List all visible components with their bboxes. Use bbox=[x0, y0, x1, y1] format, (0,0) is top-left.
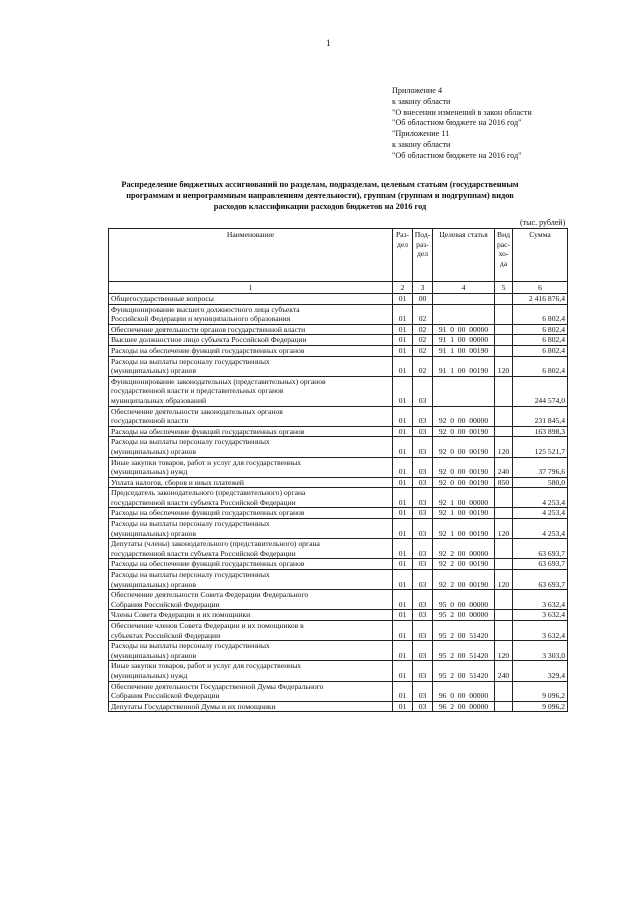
cell-razdel: 01 bbox=[393, 426, 413, 437]
cell-name-line: Высшее должностное лицо субъекта Российской Федерации bbox=[111, 335, 307, 345]
cell-podrazdel: 00 bbox=[413, 294, 433, 305]
appendix-line: Приложение 4 bbox=[392, 86, 443, 95]
column-number: 5 bbox=[495, 282, 513, 294]
header-line: раз- bbox=[416, 239, 429, 249]
cell-summa: 244 574,0 bbox=[513, 376, 568, 406]
cell-podrazdel: 03 bbox=[413, 376, 433, 406]
cell-summa: 3 632,4 bbox=[513, 590, 568, 610]
cell-name-line: (муниципальных) органов bbox=[111, 366, 197, 376]
cell-name-line: государственной власти субъекта Российской Федерации bbox=[111, 497, 296, 507]
header-line: дел bbox=[396, 239, 409, 249]
cell-celevaya-statya: 95 2 00 51420 bbox=[433, 641, 495, 661]
cell-name-line: Функционирование законодательных (представительных) органов bbox=[111, 376, 326, 386]
header-line: да bbox=[499, 258, 508, 268]
cell-summa: 3 303,0 bbox=[513, 641, 568, 661]
cell-razdel: 01 bbox=[393, 559, 413, 570]
cell-summa: 4 253,4 bbox=[513, 488, 568, 508]
column-numbers-row bbox=[109, 282, 568, 294]
cell-name-line: (муниципальных) органов bbox=[111, 528, 197, 538]
cell-name bbox=[109, 570, 393, 590]
cell-name-line: (муниципальных) органов bbox=[111, 650, 197, 660]
header-line: Вид bbox=[497, 230, 510, 239]
appendix-header bbox=[392, 86, 632, 162]
cell-name bbox=[109, 610, 393, 621]
cell-name bbox=[109, 345, 393, 356]
cell-vid-rashoda bbox=[495, 701, 513, 712]
cell-celevaya-statya: 92 0 00 00190 bbox=[433, 437, 495, 457]
cell-celevaya-statya: 91 1 00 00190 bbox=[433, 345, 495, 356]
cell-name-line: Иные закупки товаров, работ и услуг для государственных bbox=[111, 661, 302, 671]
cell-name bbox=[109, 559, 393, 570]
cell-name-line: муниципальных образований bbox=[111, 395, 207, 405]
table-row bbox=[109, 488, 568, 508]
table-row bbox=[109, 294, 568, 305]
table-row bbox=[109, 426, 568, 437]
cell-podrazdel: 02 bbox=[413, 304, 433, 324]
cell-name bbox=[109, 376, 393, 406]
header-summa: Сумма bbox=[513, 229, 568, 282]
cell-name bbox=[109, 304, 393, 324]
table-row bbox=[109, 590, 568, 610]
table-row bbox=[109, 335, 568, 346]
table-row bbox=[109, 457, 568, 477]
cell-podrazdel: 03 bbox=[413, 508, 433, 519]
cell-summa: 580,0 bbox=[513, 477, 568, 488]
cell-name-line: государственной власти субъекта Российской Федерации bbox=[111, 548, 296, 558]
table-row bbox=[109, 477, 568, 488]
cell-vid-rashoda: 120 bbox=[495, 570, 513, 590]
header-line: дел bbox=[416, 249, 429, 259]
cell-razdel: 01 bbox=[393, 477, 413, 488]
table-row bbox=[109, 559, 568, 570]
cell-celevaya-statya: 92 0 00 00190 bbox=[433, 426, 495, 437]
cell-celevaya-statya: 96 0 00 00000 bbox=[433, 681, 495, 701]
cell-razdel: 01 bbox=[393, 701, 413, 712]
cell-razdel: 01 bbox=[393, 610, 413, 621]
cell-summa: 4 253,4 bbox=[513, 519, 568, 539]
cell-vid-rashoda: 120 bbox=[495, 437, 513, 457]
appendix-line: к закону области bbox=[392, 96, 451, 106]
cell-name-line: Функционирование высшего должностного лица субъекта bbox=[111, 304, 300, 314]
cell-podrazdel: 03 bbox=[413, 477, 433, 488]
cell-summa: 6 802,4 bbox=[513, 335, 568, 346]
table-row bbox=[109, 539, 568, 559]
cell-razdel: 01 bbox=[393, 335, 413, 346]
header-name: Наименование bbox=[109, 229, 393, 282]
cell-celevaya-statya: 92 2 00 00190 bbox=[433, 570, 495, 590]
cell-name bbox=[109, 294, 393, 305]
cell-summa: 231 845,4 bbox=[513, 406, 568, 426]
table-row bbox=[109, 610, 568, 621]
cell-celevaya-statya bbox=[433, 294, 495, 305]
cell-vid-rashoda bbox=[495, 426, 513, 437]
cell-celevaya-statya: 95 2 00 51420 bbox=[433, 661, 495, 681]
table-row bbox=[109, 681, 568, 701]
cell-vid-rashoda bbox=[495, 294, 513, 305]
table-row bbox=[109, 437, 568, 457]
table-row bbox=[109, 324, 568, 335]
cell-name-line: Председатель законодательного (представительного) органа bbox=[111, 488, 306, 498]
cell-podrazdel: 03 bbox=[413, 457, 433, 477]
table-header-row bbox=[109, 229, 568, 282]
cell-name-line: Депутаты (члены) законодательного (представительного) органа bbox=[111, 539, 320, 549]
cell-celevaya-statya: 92 0 00 00190 bbox=[433, 477, 495, 488]
cell-podrazdel: 02 bbox=[413, 356, 433, 376]
cell-razdel: 01 bbox=[393, 621, 413, 641]
header-vid-rashoda bbox=[495, 229, 513, 282]
cell-vid-rashoda: 120 bbox=[495, 519, 513, 539]
cell-summa: 163 898,3 bbox=[513, 426, 568, 437]
cell-summa: 3 632,4 bbox=[513, 621, 568, 641]
cell-celevaya-statya: 95 2 00 00000 bbox=[433, 610, 495, 621]
table-row bbox=[109, 641, 568, 661]
cell-name bbox=[109, 590, 393, 610]
cell-vid-rashoda bbox=[495, 335, 513, 346]
cell-celevaya-statya: 91 0 00 00000 bbox=[433, 324, 495, 335]
cell-vid-rashoda bbox=[495, 406, 513, 426]
cell-celevaya-statya: 91 1 00 00000 bbox=[433, 335, 495, 346]
cell-celevaya-statya: 95 2 00 51420 bbox=[433, 621, 495, 641]
cell-name bbox=[109, 477, 393, 488]
cell-name-line: Расходы на обеспечение функций государственных органов bbox=[111, 426, 305, 436]
cell-name bbox=[109, 508, 393, 519]
cell-name-line: Обеспечение деятельности Государственной Думы Федерального bbox=[111, 681, 324, 691]
cell-razdel: 01 bbox=[393, 681, 413, 701]
cell-name bbox=[109, 457, 393, 477]
cell-podrazdel: 03 bbox=[413, 661, 433, 681]
cell-vid-rashoda bbox=[495, 559, 513, 570]
budget-table bbox=[108, 228, 568, 712]
cell-razdel: 01 bbox=[393, 508, 413, 519]
cell-vid-rashoda: 240 bbox=[495, 457, 513, 477]
table-row bbox=[109, 570, 568, 590]
cell-name-line: Расходы на обеспечение функций государственных органов bbox=[111, 508, 305, 518]
cell-name-line: Обеспечение членов Совета Федерации и их помощников в bbox=[111, 621, 304, 630]
table-row bbox=[109, 406, 568, 426]
cell-vid-rashoda: 850 bbox=[495, 477, 513, 488]
cell-vid-rashoda: 240 bbox=[495, 661, 513, 681]
cell-podrazdel: 03 bbox=[413, 590, 433, 610]
cell-summa: 6 802,4 bbox=[513, 345, 568, 356]
table-row bbox=[109, 519, 568, 539]
cell-name bbox=[109, 661, 393, 681]
cell-name-line: Собрания Российской Федерации bbox=[111, 691, 220, 701]
cell-summa: 329,4 bbox=[513, 661, 568, 681]
cell-razdel: 01 bbox=[393, 437, 413, 457]
cell-podrazdel: 03 bbox=[413, 681, 433, 701]
cell-razdel: 01 bbox=[393, 488, 413, 508]
cell-razdel: 01 bbox=[393, 590, 413, 610]
cell-vid-rashoda: 120 bbox=[495, 356, 513, 376]
cell-name bbox=[109, 681, 393, 701]
cell-summa: 4 253,4 bbox=[513, 508, 568, 519]
cell-razdel: 01 bbox=[393, 406, 413, 426]
cell-name-line: Члены Совета Федерации и их помощники bbox=[111, 610, 251, 620]
cell-razdel: 01 bbox=[393, 661, 413, 681]
cell-podrazdel: 03 bbox=[413, 701, 433, 712]
cell-vid-rashoda bbox=[495, 376, 513, 406]
cell-name-line: Расходы на выплаты персоналу государственных bbox=[111, 356, 270, 366]
cell-name bbox=[109, 426, 393, 437]
cell-summa: 3 632,4 bbox=[513, 610, 568, 621]
cell-razdel: 01 bbox=[393, 294, 413, 305]
cell-name bbox=[109, 335, 393, 346]
cell-name bbox=[109, 701, 393, 712]
cell-celevaya-statya: 95 0 00 00000 bbox=[433, 590, 495, 610]
cell-podrazdel: 03 bbox=[413, 559, 433, 570]
cell-podrazdel: 03 bbox=[413, 641, 433, 661]
cell-vid-rashoda bbox=[495, 610, 513, 621]
cell-vid-rashoda bbox=[495, 508, 513, 519]
header-podrazdel bbox=[413, 229, 433, 282]
cell-name bbox=[109, 437, 393, 457]
cell-podrazdel: 03 bbox=[413, 539, 433, 559]
table-row bbox=[109, 661, 568, 681]
column-number: 3 bbox=[413, 282, 433, 294]
cell-razdel: 01 bbox=[393, 457, 413, 477]
cell-vid-rashoda bbox=[495, 590, 513, 610]
cell-name-line: Собрания Российской Федерации bbox=[111, 599, 220, 609]
cell-razdel: 01 bbox=[393, 304, 413, 324]
cell-celevaya-statya: 96 2 00 00000 bbox=[433, 701, 495, 712]
cell-podrazdel: 03 bbox=[413, 519, 433, 539]
cell-vid-rashoda bbox=[495, 324, 513, 335]
column-number: 6 bbox=[513, 282, 568, 294]
cell-summa: 125 521,7 bbox=[513, 437, 568, 457]
cell-vid-rashoda: 120 bbox=[495, 641, 513, 661]
appendix-line: "Об областном бюджете на 2016 год" bbox=[392, 118, 522, 128]
cell-summa: 63 693,7 bbox=[513, 570, 568, 590]
cell-name-line: Обеспечение деятельности Совета Федерации Федерального bbox=[111, 590, 309, 600]
appendix-line: "Об областном бюджете на 2016 год" bbox=[392, 150, 522, 160]
cell-celevaya-statya: 92 0 00 00000 bbox=[433, 406, 495, 426]
cell-name bbox=[109, 356, 393, 376]
cell-name-line: Обеспечение деятельности законодательных органов bbox=[111, 406, 283, 416]
cell-name-line: Расходы на обеспечение функций государственных органов bbox=[111, 559, 305, 569]
cell-celevaya-statya bbox=[433, 376, 495, 406]
units-label: (тыс. рублей) bbox=[520, 218, 566, 227]
cell-celevaya-statya: 92 1 00 00190 bbox=[433, 519, 495, 539]
header-line: Под- bbox=[414, 230, 431, 239]
cell-razdel: 01 bbox=[393, 519, 413, 539]
cell-name bbox=[109, 641, 393, 661]
cell-razdel: 01 bbox=[393, 324, 413, 335]
cell-razdel: 01 bbox=[393, 570, 413, 590]
cell-summa: 63 693,7 bbox=[513, 559, 568, 570]
cell-name-line: Расходы на обеспечение функций государственных органов bbox=[111, 345, 305, 355]
cell-celevaya-statya: 92 0 00 00190 bbox=[433, 457, 495, 477]
column-number: 2 bbox=[393, 282, 413, 294]
cell-name bbox=[109, 519, 393, 539]
cell-name-line: субъектах Российской Федерации bbox=[111, 630, 221, 640]
cell-podrazdel: 03 bbox=[413, 437, 433, 457]
cell-name-line: Российской Федерации и муниципального образования bbox=[111, 314, 291, 324]
table-row bbox=[109, 304, 568, 324]
cell-summa: 9 096,2 bbox=[513, 701, 568, 712]
document-title: Распределение бюджетных ассигнований по разделам, подразделам, целевым статьям (государственным программам и непрограммным направлениям деятельности), группам (группам и подгруппам) видов расходов классификации расходов бюджетов на 2016 год bbox=[121, 180, 519, 211]
table-row bbox=[109, 701, 568, 712]
appendix-line: "О внесении изменений в закон области bbox=[392, 107, 532, 117]
table-row bbox=[109, 508, 568, 519]
table-row bbox=[109, 345, 568, 356]
cell-podrazdel: 03 bbox=[413, 610, 433, 621]
cell-vid-rashoda bbox=[495, 539, 513, 559]
cell-name-line: Расходы на выплаты персоналу государственных bbox=[111, 437, 270, 447]
cell-name bbox=[109, 488, 393, 508]
cell-celevaya-statya bbox=[433, 304, 495, 324]
cell-name bbox=[109, 621, 393, 641]
cell-celevaya-statya: 92 1 00 00190 bbox=[433, 508, 495, 519]
appendix-line: к закону области bbox=[392, 139, 451, 149]
cell-podrazdel: 03 bbox=[413, 488, 433, 508]
cell-summa: 2 416 876,4 bbox=[513, 294, 568, 305]
cell-celevaya-statya: 92 2 00 00190 bbox=[433, 559, 495, 570]
cell-podrazdel: 03 bbox=[413, 406, 433, 426]
cell-vid-rashoda bbox=[495, 345, 513, 356]
cell-vid-rashoda bbox=[495, 488, 513, 508]
cell-celevaya-statya: 91 1 00 00190 bbox=[433, 356, 495, 376]
cell-name-line: (муниципальных) нужд bbox=[111, 467, 188, 477]
header-celevaya-statya: Целевая статья bbox=[433, 229, 495, 282]
column-number: 4 bbox=[433, 282, 495, 294]
cell-summa: 63 693,7 bbox=[513, 539, 568, 559]
header-line: рас- bbox=[496, 239, 511, 249]
cell-name-line: Расходы на выплаты персоналу государственных bbox=[111, 519, 270, 529]
cell-podrazdel: 02 bbox=[413, 335, 433, 346]
cell-razdel: 01 bbox=[393, 376, 413, 406]
cell-name-line: (муниципальных) органов bbox=[111, 579, 197, 589]
cell-summa: 6 802,4 bbox=[513, 324, 568, 335]
cell-celevaya-statya: 92 2 00 00000 bbox=[433, 539, 495, 559]
cell-name-line: Общегосударственные вопросы bbox=[111, 294, 214, 303]
column-number: 1 bbox=[109, 282, 393, 294]
cell-name-line: Расходы на выплаты персоналу государственных bbox=[111, 641, 270, 651]
cell-podrazdel: 03 bbox=[413, 621, 433, 641]
cell-name-line: Расходы на выплаты персоналу государственных bbox=[111, 570, 270, 580]
cell-summa: 37 796,6 bbox=[513, 457, 568, 477]
cell-vid-rashoda bbox=[495, 681, 513, 701]
cell-summa: 6 802,4 bbox=[513, 356, 568, 376]
cell-name-line: (муниципальных) нужд bbox=[111, 670, 188, 680]
cell-summa: 9 096,2 bbox=[513, 681, 568, 701]
table-row bbox=[109, 356, 568, 376]
cell-podrazdel: 03 bbox=[413, 570, 433, 590]
cell-summa: 6 802,4 bbox=[513, 304, 568, 324]
table-row bbox=[109, 621, 568, 641]
cell-name-line: государственной власти bbox=[111, 416, 189, 426]
header-line: Раз- bbox=[395, 230, 410, 239]
cell-celevaya-statya: 92 1 00 00000 bbox=[433, 488, 495, 508]
cell-vid-rashoda bbox=[495, 304, 513, 324]
cell-razdel: 01 bbox=[393, 539, 413, 559]
table-row bbox=[109, 376, 568, 406]
cell-name bbox=[109, 406, 393, 426]
cell-vid-rashoda bbox=[495, 621, 513, 641]
cell-razdel: 01 bbox=[393, 641, 413, 661]
cell-razdel: 01 bbox=[393, 345, 413, 356]
cell-razdel: 01 bbox=[393, 356, 413, 376]
cell-name-line: государственной власти и представительных органов bbox=[111, 386, 284, 396]
cell-name bbox=[109, 324, 393, 335]
cell-name-line: Иные закупки товаров, работ и услуг для государственных bbox=[111, 457, 302, 467]
cell-name-line: Депутаты Государственной Думы и их помощники bbox=[111, 701, 276, 711]
cell-name-line: Обеспечение деятельности органов государственной власти bbox=[111, 324, 306, 334]
header-line: хо- bbox=[498, 249, 509, 259]
header-razdel bbox=[393, 229, 413, 282]
cell-name-line: (муниципальных) органов bbox=[111, 446, 197, 456]
cell-name bbox=[109, 539, 393, 559]
cell-podrazdel: 02 bbox=[413, 324, 433, 335]
appendix-line: "Приложение 11 bbox=[392, 129, 450, 139]
page-number: 1 bbox=[326, 38, 331, 48]
cell-podrazdel: 02 bbox=[413, 345, 433, 356]
cell-podrazdel: 03 bbox=[413, 426, 433, 437]
cell-name-line: Уплата налогов, сборов и иных платежей bbox=[111, 477, 244, 487]
